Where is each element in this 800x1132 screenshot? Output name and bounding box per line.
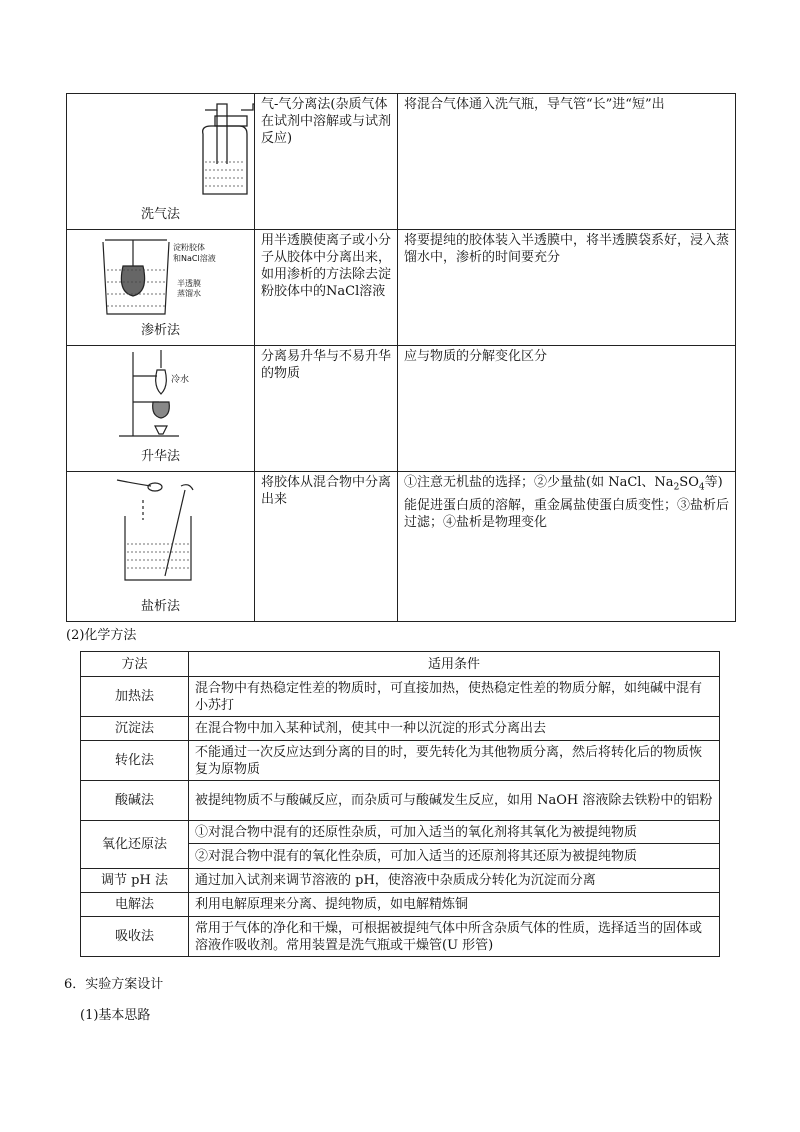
- fig-label: 半透膜: [177, 279, 201, 288]
- conditions-cell: 不能通过一次反应达到分离的目的时，要先转化为其他物质分离，然后将转化后的物质恢复为原物质: [189, 741, 720, 781]
- method-cell: 沉淀法: [81, 717, 189, 741]
- notes-cell: 应与物质的分解变化区分: [398, 346, 736, 472]
- fig-label: 冷水: [171, 375, 190, 385]
- conditions-cell: 通过加入试剂来调节溶液的 pH，使溶液中杂质成分转化为沉淀而分离: [189, 869, 720, 893]
- method-label: 升华法: [140, 449, 180, 464]
- chem-methods-heading: (2)化学方法: [66, 628, 137, 643]
- fig-label: 淀粉胶体: [173, 243, 205, 252]
- method-cell: 调节 pH 法: [81, 869, 189, 893]
- subscript: 2: [673, 482, 680, 493]
- method-cell: 氧化还原法: [81, 821, 189, 869]
- notes-text: 等)能促进蛋白质的溶解，重金属盐使蛋白质变性；③盐析后过滤；④盐析是物理变化: [404, 475, 730, 530]
- table-row: [81, 717, 720, 741]
- column-header: 方法: [81, 652, 189, 677]
- condition-line: ②对混合物中混有的氧化性杂质，可加入适当的还原剂将其还原为被提纯物质: [189, 843, 719, 867]
- gas-washing-figure-cell: [67, 94, 255, 230]
- conditions-cell: 被提纯物质不与酸碱反应，而杂质可与酸碱发生反应，如用 NaOH 溶液除去铁粉中的铝粉: [189, 781, 720, 821]
- table-row: [81, 741, 720, 781]
- table-row: [81, 893, 720, 917]
- dialysis-diagram: [67, 230, 255, 320]
- method-cell: 酸碱法: [81, 781, 189, 821]
- conditions-cell: 混合物中有热稳定性差的物质时，可直接加热，使热稳定性差的物质分解，如纯碱中混有小苏打: [189, 677, 720, 717]
- salting-out-figure-cell: [67, 472, 255, 622]
- sublimation-diagram: [67, 346, 255, 446]
- notes-cell: 将混合气体通入洗气瓶，导气管“长”进“短”出: [398, 94, 736, 230]
- principle-cell: 用半透膜使离子或小分子从胶体中分离出来，如用渗析的方法除去淀粉胶体中的NaCl溶液: [255, 230, 398, 346]
- conditions-cell: [189, 821, 720, 869]
- gas-washing-bottle-diagram: [67, 94, 255, 204]
- table-row: [67, 346, 736, 472]
- column-header: 适用条件: [189, 652, 720, 677]
- dialysis-figure-cell: [67, 230, 255, 346]
- table-row: [81, 781, 720, 821]
- conditions-cell: 在混合物中加入某种试剂，使其中一种以沉淀的形式分离出去: [189, 717, 720, 741]
- notes-text: SO: [679, 475, 699, 490]
- subscript: 4: [698, 482, 705, 493]
- notes-cell: 将要提纯的胶体装入半透膜中，将半透膜袋系好，浸入蒸馏水中，渗析的时间要充分: [398, 230, 736, 346]
- method-label: 渗析法: [140, 323, 180, 338]
- condition-line: ①对混合物中混有的还原性杂质，可加入适当的氧化剂将其氧化为被提纯物质: [195, 825, 638, 840]
- method-cell: 吸收法: [81, 917, 189, 957]
- salting-out-diagram: [67, 472, 255, 597]
- subsection-heading: (1)基本思路: [80, 1008, 151, 1023]
- table-row: [81, 917, 720, 957]
- section-heading: 6．实验方案设计: [64, 977, 164, 992]
- fig-label: 和NaCl溶液: [173, 254, 216, 263]
- principle-cell: 将胶体从混合物中分离出来: [255, 472, 398, 622]
- table-row: [81, 821, 720, 869]
- sublimation-figure-cell: [67, 346, 255, 472]
- conditions-cell: 利用电解原理来分离、提纯物质，如电解精炼铜: [189, 893, 720, 917]
- table-row: [81, 869, 720, 893]
- principle-cell: 气-气分离法(杂质气体在试剂中溶解或与试剂反应): [255, 94, 398, 230]
- method-cell: 电解法: [81, 893, 189, 917]
- physical-methods-table: [66, 93, 736, 622]
- notes-cell: [398, 472, 736, 622]
- chemical-methods-table: [80, 651, 720, 957]
- method-label: 洗气法: [140, 207, 180, 222]
- conditions-cell: 常用于气体的净化和干燥，可根据被提纯气体中所含杂质气体的性质，选择适当的固体或溶液作吸收剂。常用装置是洗气瓶或干燥管(U 形管): [189, 917, 720, 957]
- principle-cell: 分离易升华与不易升华的物质: [255, 346, 398, 472]
- method-label: 盐析法: [140, 599, 180, 614]
- table-row: [67, 230, 736, 346]
- table-row: [81, 677, 720, 717]
- method-cell: 加热法: [81, 677, 189, 717]
- notes-text: ①注意无机盐的选择；②少量盐(如 NaCl、Na: [404, 475, 674, 490]
- fig-label: 蒸馏水: [177, 289, 201, 298]
- table-row: [67, 472, 736, 622]
- table-row: [67, 94, 736, 230]
- table-header-row: [81, 652, 720, 677]
- method-cell: 转化法: [81, 741, 189, 781]
